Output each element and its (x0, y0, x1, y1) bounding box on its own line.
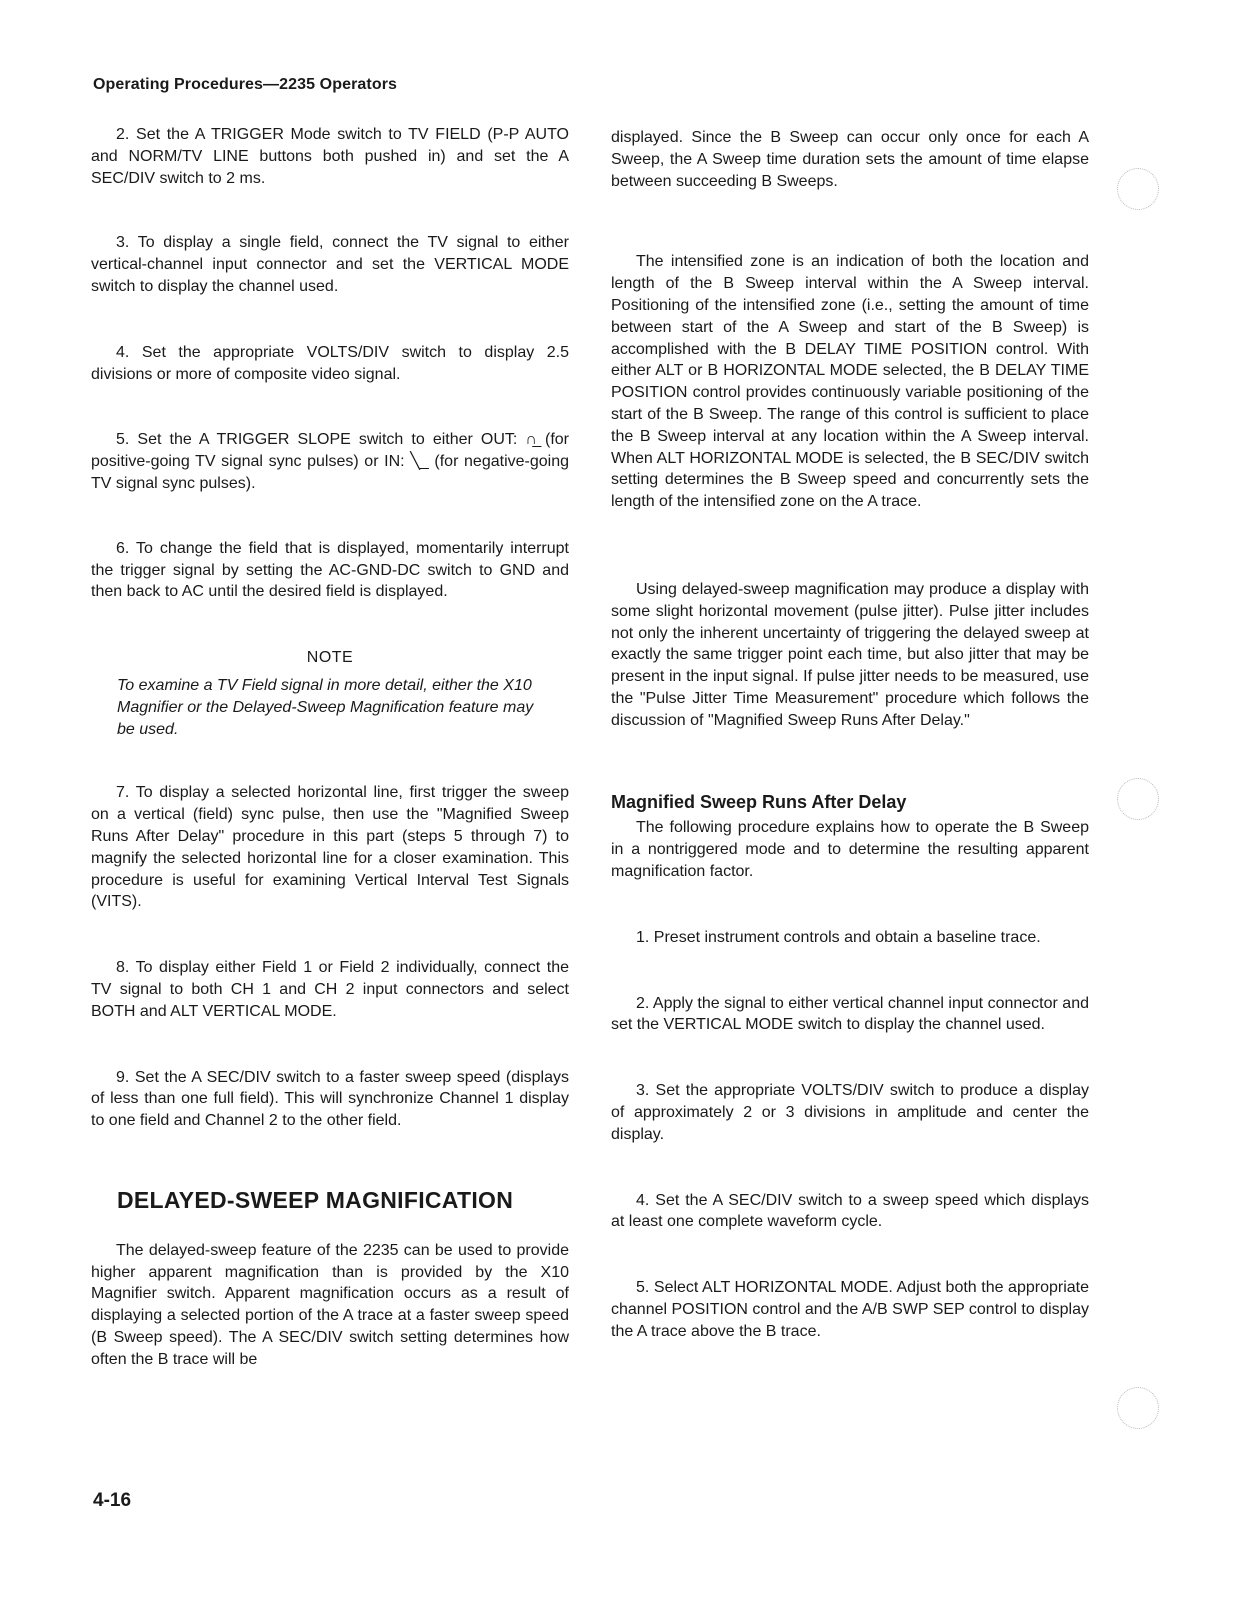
running-head: Operating Procedures—2235 Operators (93, 76, 398, 93)
step-3: 3. To display a single field, connect the TV signal to either vertical-channel input connector and set the VERTICAL MODE switch to display the channel used. (91, 234, 569, 295)
note-heading: NOTE (306, 649, 354, 667)
note-text: To examine a TV Field signal in more detail, either the X10 Magnifier or the Delayed-Sweep Magnification feature may be used. (117, 676, 534, 738)
subsection-intro: The following procedure explains how to operate the B Sweep in a nontriggered mode and to determine the resulting apparent magnification factor. (611, 819, 1089, 880)
right-step-5: 5. Select ALT HORIZONTAL MODE. Adjust both the appropriate channel POSITION control and the A/B SWP SEP control to display the A trace above the B trace. (611, 1279, 1089, 1340)
right-step-3: 3. Set the appropriate VOLTS/DIV switch to produce a display of approximately 2 or 3 divisions in amplitude and center the display. (611, 1082, 1089, 1143)
step-5: 5. Set the A TRIGGER SLOPE switch to either OUT: ∩̲ (for positive-going TV signal sync pulses) or IN: ╲_ (for negative-going TV signal sync pulses). (91, 431, 569, 492)
page-number: 4-16 (93, 1490, 132, 1511)
right-step-1: 1. Preset instrument controls and obtain a baseline trace. (636, 928, 1041, 946)
left-column (91, 124, 569, 1370)
binder-hole-bottom (1117, 1387, 1159, 1429)
step-9: 9. Set the A SEC/DIV switch to a faster sweep speed (displays of less than one full field). This will synchronize Channel 1 display to one field and Channel 2 to the other field. (91, 1068, 569, 1130)
step-6: 6. To change the field that is displayed, momentarily interrupt the trigger signal by setting the AC-GND-DC switch to GND and then back to AC until the desired field is displayed. (91, 539, 569, 601)
intensified-zone-paragraph: The intensified zone is an indication of both the location and length of the B Sweep interval within the A Sweep interval. Positioning of the intensified zone (i.e., setting the amount of time between start of the A Sweep and start of the B Sweep) is accomplished with the B DELAY TIME POSITION control. With either ALT or B HORIZONTAL MODE selected, the B DELAY TIME POSITION control provides continuously variable positioning of the start of the B Sweep. The range of this control is sufficient to place the B Sweep interval at any location within the A Sweep interval. When ALT HORIZONTAL MODE is selected, the B SEC/DIV switch setting determines the B Sweep speed and concurrently sets the length of the intensified zone on the A trace. (611, 253, 1089, 511)
pulse-jitter-paragraph: Using delayed-sweep magnification may produce a display with some slight horizontal movement (pulse jitter). Pulse jitter includes not only the inherent uncertainty of triggering the delayed sweep at exactly the same trigger point each time, but also jitter that may be present in the input signal. If pulse jitter needs to be measured, use the "Pulse Jitter Time Measurement" procedure which follows the discussion of "Magnified Sweep Runs After Delay." (611, 580, 1089, 729)
right-step-4: 4. Set the A SEC/DIV switch to a sweep speed which displays at least one complete waveform cycle. (611, 1191, 1089, 1231)
step-7: 7. To display a selected horizontal line, first trigger the sweep on a vertical (field) sync pulse, then use the "Magnified Sweep Runs After Delay" procedure in this part (steps 5 through 7) to magnify the selected horizontal line for a closer examination. This procedure is useful for examining Vertical Interval Test Signals (VITS). (91, 784, 569, 911)
right-column (611, 127, 1089, 1342)
subsection-title: Magnified Sweep Runs After Delay (611, 791, 907, 812)
section-paragraph: The delayed-sweep feature of the 2235 can be used to provide higher apparent magnification than is provided by the X10 Magnifier switch. Apparent magnification occurs as a result of displaying a selected portion of the A trace at a faster sweep speed (B Sweep speed). The A SEC/DIV switch setting determines how often the B trace will be (91, 1241, 569, 1368)
right-step-2: 2. Apply the signal to either vertical channel input connector and set the VERTICAL MODE switch to display the channel used. (611, 994, 1089, 1034)
binder-hole-middle (1117, 778, 1159, 820)
binder-hole-top (1117, 168, 1159, 210)
step-2: 2. Set the A TRIGGER Mode switch to TV FIELD (P-P AUTO and NORM/TV LINE buttons both pushed in) and set the A SEC/DIV switch to 2 ms. (91, 126, 569, 187)
step-4: 4. Set the appropriate VOLTS/DIV switch to display 2.5 divisions or more of composite video signal. (91, 343, 569, 383)
continued-paragraph: displayed. Since the B Sweep can occur only once for each A Sweep, the A Sweep time duration sets the amount of time elapse between succeeding B Sweeps. (611, 129, 1089, 190)
step-8: 8. To display either Field 1 or Field 2 individually, connect the TV signal to both CH 1 and CH 2 input connectors and select BOTH and ALT VERTICAL MODE. (91, 959, 569, 1020)
section-title: DELAYED-SWEEP MAGNIFICATION (117, 1186, 514, 1213)
